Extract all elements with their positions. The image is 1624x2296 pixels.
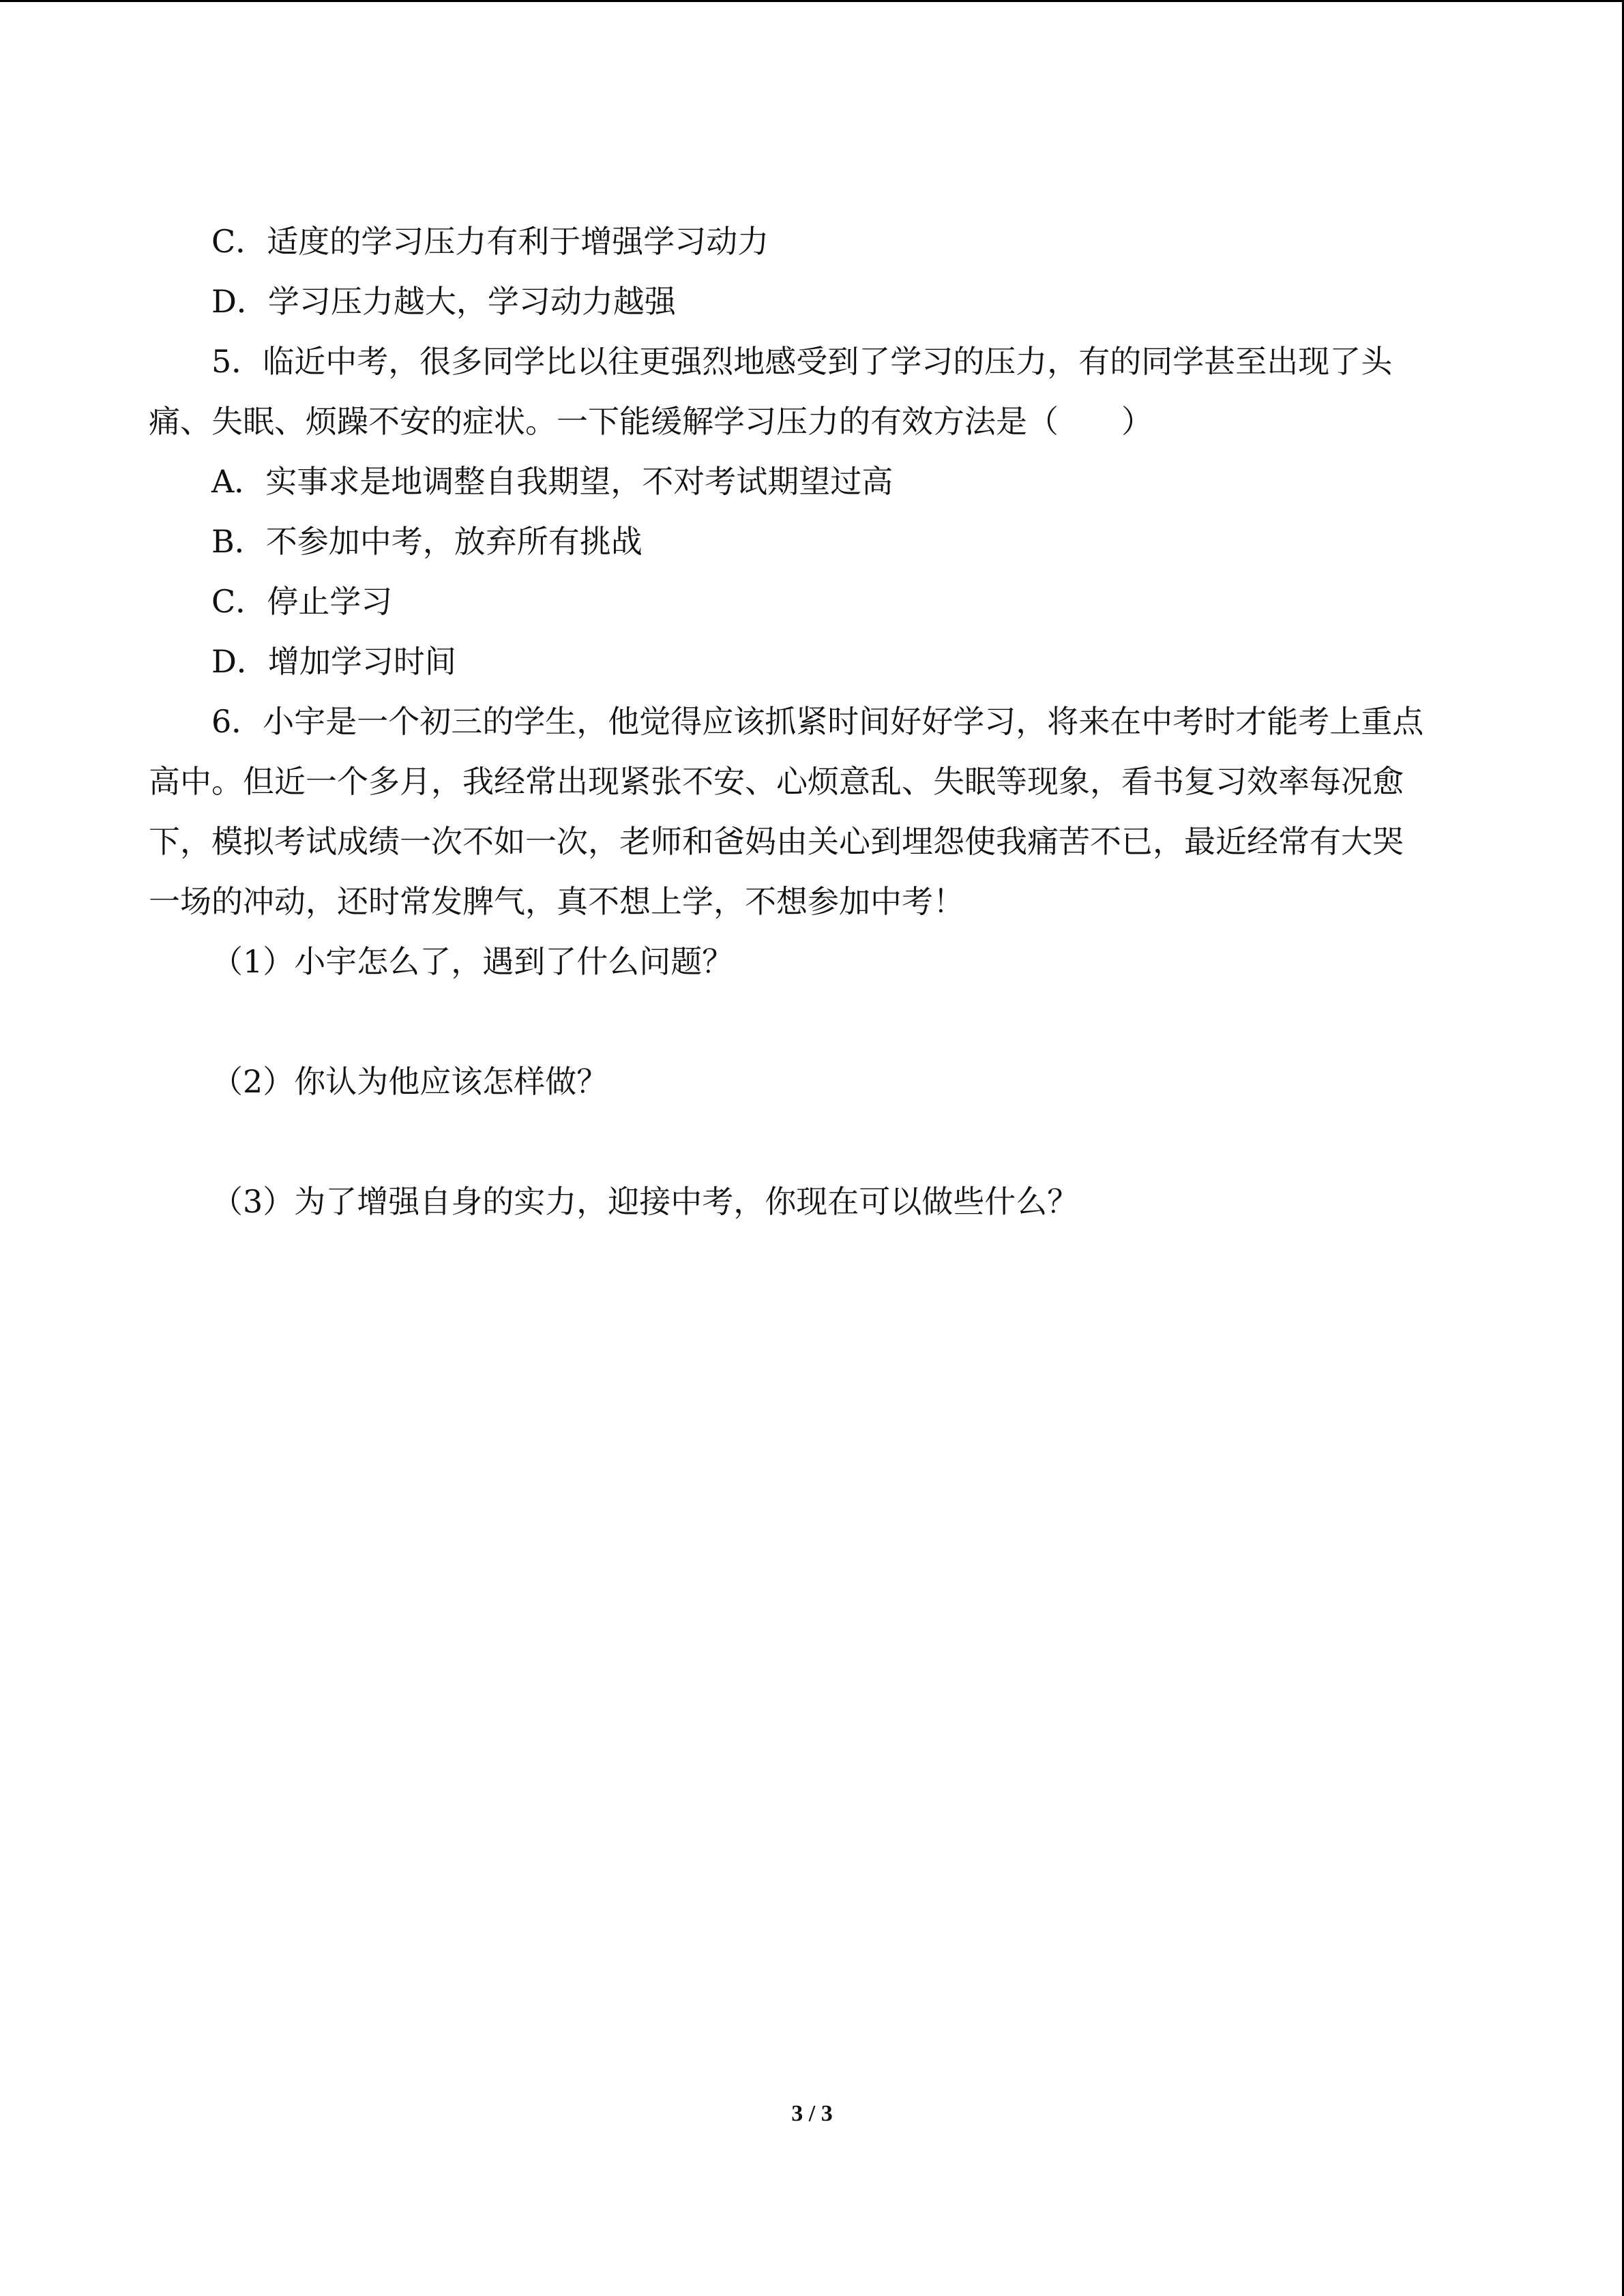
option-d-q5: D．增加学习时间 <box>211 643 456 680</box>
question-6-line-4: 一场的冲动，还时常发脾气，真不想上学，不想参加中考！ <box>149 883 964 920</box>
option-c-q5: C．停止学习 <box>211 583 393 620</box>
sub-question-2: （2）你认为他应该怎样做？ <box>211 1063 608 1100</box>
sub-question-3: （3）为了增强自身的实力，迎接中考，你现在可以做些什么？ <box>211 1183 1079 1220</box>
option-b-q5: B．不参加中考，放弃所有挑战 <box>211 523 643 560</box>
question-5-line-2: 痛、失眠、烦躁不安的症状。一下能缓解学习压力的有效方法是（ ） <box>149 403 1153 440</box>
sub-question-1: （1）小宇怎么了，遇到了什么问题？ <box>211 943 734 980</box>
answer-space-2 <box>149 1112 1479 1172</box>
question-6-line-3: 下，模拟考试成绩一次不如一次，老师和爸妈由关心到埋怨使我痛苦不已，最近经常有大哭 <box>149 823 1404 860</box>
option-a-q5: A．实事求是地调整自我期望，不对考试期望过高 <box>211 463 894 500</box>
question-6-line-1: 6．小宇是一个初三的学生，他觉得应该抓紧时间好好学习，将来在中考时才能考上重点 <box>211 703 1424 740</box>
option-c-q4: C．适度的学习压力有利于增强学习动力 <box>211 223 769 260</box>
page-number: 3 / 3 <box>791 2101 833 2126</box>
answer-space-1 <box>149 992 1479 1052</box>
option-d-q4: D．学习压力越大，学习动力越强 <box>211 283 676 320</box>
page-border-top <box>0 0 1624 2</box>
question-6-line-2: 高中。但近一个多月，我经常出现紧张不安、心烦意乱、失眠等现象，看书复习效率每况愈 <box>149 763 1404 800</box>
question-5-line-1: 5．临近中考，很多同学比以往更强烈地感受到了学习的压力，有的同学甚至出现了头 <box>211 343 1393 380</box>
document-body <box>149 211 1479 1232</box>
